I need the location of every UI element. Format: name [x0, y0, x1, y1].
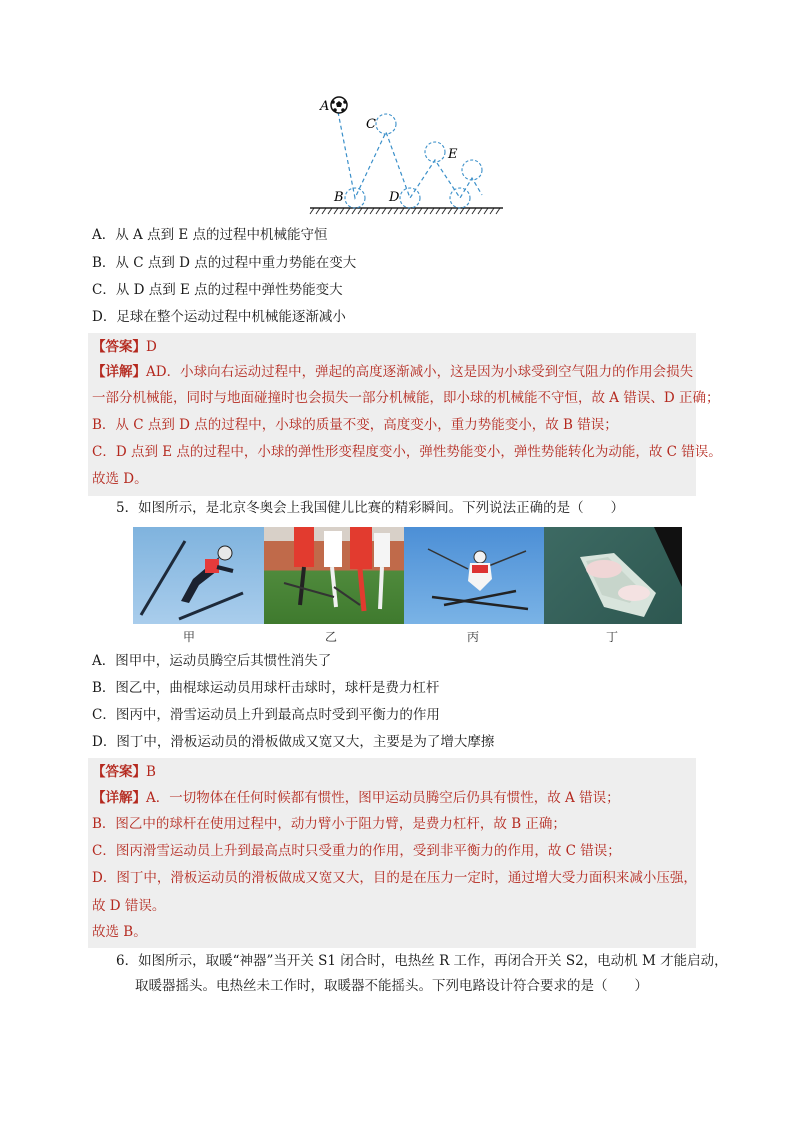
q4-option-b: B．从 C 点到 D 点的过程中重力势能在变大: [92, 255, 357, 271]
q4-detail-4: C．D 点到 E 点的过程中，小球的弹性形变程度变小，弹性势能变小，弹性势能转化为动能，故 C 错误。: [92, 444, 722, 460]
q6-stem-2: 取暖器摇头。电热丝未工作时，取暖器不能摇头。下列电路设计符合要求的是（ ）: [135, 978, 648, 994]
q4-detail-3: B．从 C 点到 D 点的过程中，小球的质量不变，高度变小，重力势能变小，故 B 错误；: [92, 417, 618, 433]
label-b: B: [334, 190, 344, 205]
photo-hockey: [264, 527, 404, 624]
q4-option-c: C．从 D 点到 E 点的过程中弹性势能变大: [92, 282, 343, 298]
label-d: D: [389, 190, 400, 205]
q5-detail-5: 故 D 错误。: [92, 898, 166, 914]
q4-detail-5: 故选 D。: [92, 471, 148, 487]
q4-answer-block: [88, 333, 722, 496]
caption-bing: 丙: [467, 630, 480, 644]
q5-stem: 5．如图所示，是北京冬奥会上我国健儿比赛的精彩瞬间。下列说法正确的是（ ）: [116, 500, 625, 516]
label-a: A: [320, 99, 330, 114]
q6-stem-1: 6．如图所示，取暖“神器”当开关 S1 闭合时，电热丝 R 工作，再闭合开关 S2，电动机 M 才能启动，: [116, 953, 728, 969]
photo-ski-jump: [133, 527, 264, 624]
q5-detail-3: C．图丙滑雪运动员上升到最高点时只受重力的作用，受到非平衡力的作用，故 C 错误；: [92, 843, 621, 859]
photo-aerial-ski: [404, 527, 544, 624]
label-c: C: [366, 117, 376, 132]
caption-ding: 丁: [606, 630, 619, 644]
q5-detail-2: B．图乙中的球杆在使用过程中，动力臂小于阻力臂，是费力杠杆，故 B 正确；: [92, 816, 566, 832]
label-e: E: [448, 147, 458, 162]
bounce-diagram: [300, 90, 510, 215]
q4-option-d: D．足球在整个运动过程中机械能逐渐减小: [92, 309, 346, 325]
q5-option-d: D．图丁中，滑板运动员的滑板做成又宽又大，主要是为了增大摩擦: [92, 734, 495, 750]
q4-detail-1: 【详解】AD．小球向右运动过程中，弹起的高度逐渐减小，这是因为小球受到空气阻力的作用会损失: [92, 364, 694, 380]
q5-answer: 【答案】B: [92, 764, 156, 780]
q4-option-a: A．从 A 点到 E 点的过程中机械能守恒: [92, 227, 328, 243]
q5-option-c: C．图丙中，滑雪运动员上升到最高点时受到平衡力的作用: [92, 707, 440, 723]
soccer-ball-icon: [331, 97, 347, 113]
q5-detail-6: 故选 B。: [92, 924, 147, 940]
q4-detail-2: 一部分机械能，同时与地面碰撞时也会损失一部分机械能，即小球的机械能不守恒，故 A 错误、D 正确；: [92, 390, 720, 406]
q5-detail-1: 【详解】A．一切物体在任何时候都有惯性，图甲运动员腾空后仍具有惯性，故 A 错误；: [92, 790, 620, 806]
photo-skateboard: [544, 527, 682, 624]
q4-answer: 【答案】D: [92, 339, 157, 355]
caption-jia: 甲: [183, 630, 196, 644]
q5-option-b: B．图乙中，曲棍球运动员用球杆击球时，球杆是费力杠杆: [92, 680, 440, 696]
q5-option-a: A．图甲中，运动员腾空后其惯性消失了: [92, 653, 332, 669]
q5-answer-block: [88, 758, 696, 948]
caption-yi: 乙: [325, 630, 338, 644]
q5-detail-4: D．图丁中，滑板运动员的滑板做成又宽又大，目的是在压力一定时，通过增大受力面积来减小压强，: [92, 870, 697, 886]
